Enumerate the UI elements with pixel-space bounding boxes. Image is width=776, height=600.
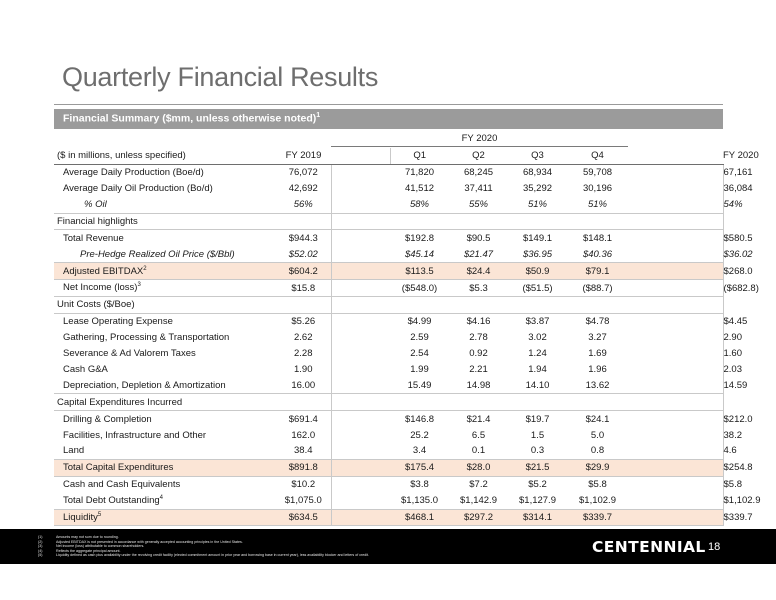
table-cell bbox=[449, 297, 508, 314]
table-row: Drilling & Completion $691.4 $146.8 $21.4 $19.7 $24.1 $212.0 bbox=[54, 411, 723, 427]
row-label bbox=[54, 181, 276, 197]
spacer-cell bbox=[331, 181, 390, 197]
table-cell: 68,934 bbox=[522, 167, 553, 179]
table-cell: $24.4 bbox=[449, 263, 508, 280]
table-cell bbox=[390, 213, 449, 230]
title-rule bbox=[54, 104, 723, 105]
table-cell: 1.96 bbox=[588, 364, 607, 376]
table-cell: $113.5 bbox=[390, 263, 449, 280]
table-cell: 0.92 bbox=[469, 348, 488, 360]
row-label bbox=[54, 346, 276, 362]
table-cell: 71,820 bbox=[404, 167, 435, 179]
table-cell: $52.02 bbox=[288, 248, 318, 260]
spacer-cell bbox=[628, 493, 723, 509]
column-header: Q1 bbox=[390, 148, 449, 164]
table-cell: $149.1 bbox=[522, 232, 553, 244]
row-label-text: Severance & Ad Valorem Taxes bbox=[63, 348, 196, 360]
spacer-cell bbox=[331, 297, 390, 314]
row-label bbox=[54, 493, 276, 509]
table-cell bbox=[567, 297, 628, 314]
table-cell bbox=[449, 213, 508, 230]
table-row: % Oil 56% 58% 55% 51% 51% 54% bbox=[54, 197, 723, 213]
table-cell: $45.14 bbox=[404, 248, 435, 260]
row-note: 2 bbox=[143, 265, 147, 272]
row-label bbox=[54, 476, 276, 492]
spacer-cell bbox=[331, 330, 390, 346]
spacer-cell bbox=[331, 164, 390, 180]
table-cell: ($548.0) bbox=[401, 282, 438, 294]
table-row: Liquidity$^5$ $634.5 $468.1 $297.2 $314.1 $339.7 $339.7 bbox=[54, 509, 723, 526]
row-label bbox=[54, 197, 276, 213]
table-cell: $891.8 bbox=[276, 459, 331, 476]
row-label-text: Facilities, Infrastructure and Other bbox=[63, 429, 207, 441]
column-header: Q2 bbox=[449, 148, 508, 164]
row-label-text: Drilling & Completion bbox=[63, 413, 152, 425]
table-cell: $314.1 bbox=[508, 509, 567, 526]
table-cell: $192.8 bbox=[404, 232, 435, 244]
summary-bar-note: 1 bbox=[316, 112, 321, 119]
footnote-number: (1) bbox=[38, 535, 43, 539]
table-cell: ($51.5) bbox=[522, 282, 553, 294]
row-label bbox=[54, 330, 276, 346]
row-label-text: Cash and Cash Equivalents bbox=[63, 479, 181, 491]
table-cell: 1.24 bbox=[528, 348, 547, 360]
row-label bbox=[54, 263, 276, 280]
table-cell: 37,411 bbox=[464, 183, 493, 195]
table-cell: $604.2 bbox=[276, 263, 331, 280]
table-cell: $1,135.0 bbox=[401, 495, 438, 507]
table-cell: 14.98 bbox=[466, 379, 491, 391]
table-cell: $468.1 bbox=[390, 509, 449, 526]
table-cell: $4.16 bbox=[466, 316, 491, 328]
table-row: Pre-Hedge Realized Oil Price ($/Bbl) $52.02 $45.14 $21.47 $36.95 $40.36 $36.02 bbox=[54, 246, 723, 262]
spacer-cell bbox=[331, 427, 390, 443]
row-label-text: Lease Operating Expense bbox=[63, 316, 173, 328]
table-cell: 58% bbox=[409, 199, 429, 211]
table-cell: $175.4 bbox=[390, 459, 449, 476]
table-cell: $28.0 bbox=[449, 459, 508, 476]
table-cell: 2.78 bbox=[469, 332, 488, 344]
table-row: Net Income (loss)$^3$ $15.8 ($548.0) $5.3 ($51.5) ($88.7) ($682.8) bbox=[54, 280, 723, 297]
table-cell: $1,102.9 bbox=[579, 495, 616, 507]
spacer-cell bbox=[331, 313, 390, 329]
spacer-cell bbox=[331, 493, 390, 509]
table-cell: $148.1 bbox=[582, 232, 613, 244]
table-cell: 2.59 bbox=[410, 332, 429, 344]
page-number: 18 bbox=[708, 541, 721, 553]
row-label bbox=[54, 411, 276, 427]
table-cell bbox=[276, 213, 331, 230]
table-row: Total Revenue $944.3 $192.8 $90.5 $149.1 $148.1 $580.5 bbox=[54, 230, 723, 246]
table-cell bbox=[276, 394, 331, 411]
table-row: Total Debt Outstanding$^4$ $1,075.0 $1,135.0 $1,142.9 $1,127.9 $1,102.9 $1,102.9 bbox=[54, 493, 723, 509]
column-header: Q3 bbox=[508, 148, 567, 164]
table-row: Land 38.4 3.4 0.1 0.3 0.8 4.6 bbox=[54, 443, 723, 459]
spacer-cell bbox=[628, 197, 723, 213]
spacer-cell bbox=[331, 346, 390, 362]
table-row: Average Daily Oil Production (Bo/d) 42,692 41,512 37,411 35,292 30,196 36,084 bbox=[54, 181, 723, 197]
table-cell: $1,127.9 bbox=[519, 495, 556, 507]
spacer-cell bbox=[628, 213, 723, 230]
table-cell: $40.36 bbox=[582, 248, 613, 260]
row-label-text: % Oil bbox=[84, 199, 107, 211]
row-label bbox=[54, 164, 276, 180]
table-cell: 15.49 bbox=[407, 379, 432, 391]
spacer-cell bbox=[628, 377, 723, 393]
row-label bbox=[54, 362, 276, 378]
spacer-cell bbox=[628, 313, 723, 329]
spacer-cell bbox=[628, 427, 723, 443]
row-note: 3 bbox=[137, 282, 141, 289]
table-row: Lease Operating Expense $5.26 $4.99 $4.16 $3.87 $4.78 $4.45 bbox=[54, 313, 723, 329]
row-label bbox=[54, 443, 276, 459]
table-cell bbox=[276, 297, 331, 314]
table-cell: 76,072 bbox=[288, 167, 318, 179]
financial-summary-table bbox=[54, 148, 761, 526]
row-label bbox=[54, 427, 276, 443]
table-cell: 6.5 bbox=[471, 429, 486, 441]
spacer-cell bbox=[331, 459, 390, 476]
row-label bbox=[54, 230, 276, 246]
centennial-logo: CENTENNIAL bbox=[592, 538, 706, 556]
table-cell: $7.2 bbox=[469, 479, 488, 491]
table-cell: $50.9 bbox=[508, 263, 567, 280]
row-label-text: Land bbox=[63, 445, 85, 457]
row-label bbox=[54, 246, 276, 262]
spacer-cell bbox=[628, 509, 723, 526]
spacer-cell bbox=[331, 394, 390, 411]
spacer-cell bbox=[628, 411, 723, 427]
table-cell: 56% bbox=[293, 199, 313, 211]
table-cell: $5.2 bbox=[528, 479, 547, 491]
table-cell: 35,292 bbox=[522, 183, 553, 195]
table-row: Gathering, Processing & Transportation 2.62 2.59 2.78 3.02 3.27 2.90 bbox=[54, 330, 723, 346]
spacer-cell bbox=[628, 476, 723, 492]
table-row: Cash G&A 1.90 1.99 2.21 1.94 1.96 2.03 bbox=[54, 362, 723, 378]
table-cell: $5.8 bbox=[588, 479, 607, 491]
row-label-text: Gathering, Processing & Transportation bbox=[63, 332, 230, 344]
row-label bbox=[54, 509, 276, 526]
table-cell: $4.99 bbox=[407, 316, 432, 328]
spacer-cell bbox=[331, 213, 390, 230]
spacer-cell bbox=[331, 246, 390, 262]
row-label-text: Depreciation, Depletion & Amortization bbox=[63, 379, 226, 391]
table-cell: 0.8 bbox=[590, 445, 605, 457]
spacer-cell bbox=[628, 459, 723, 476]
table-row bbox=[54, 213, 723, 230]
row-label-text: Unit Costs ($/Boe) bbox=[57, 299, 135, 311]
row-label-text: Adjusted EBITDAX bbox=[63, 265, 144, 277]
spacer-cell bbox=[628, 230, 723, 246]
spacer-cell bbox=[331, 411, 390, 427]
spacer-cell bbox=[628, 148, 723, 164]
table-cell: 13.62 bbox=[585, 379, 610, 391]
footnote-text: Amounts may not sum due to rounding. bbox=[56, 535, 119, 539]
table-cell bbox=[508, 297, 567, 314]
row-label bbox=[54, 459, 276, 476]
page-title: Quarterly Financial Results bbox=[62, 62, 379, 92]
fy2020-group-rule bbox=[331, 146, 628, 147]
table-cell: 0.1 bbox=[471, 445, 486, 457]
row-label-text: Financial highlights bbox=[57, 216, 138, 227]
row-label bbox=[54, 313, 276, 329]
table-cell: $21.47 bbox=[463, 248, 494, 260]
table-cell: 68,245 bbox=[463, 167, 494, 179]
table-cell: 59,708 bbox=[582, 167, 613, 179]
spacer-cell bbox=[331, 230, 390, 246]
table-cell: $4.78 bbox=[585, 316, 610, 328]
table-cell: 2.62 bbox=[294, 332, 313, 344]
table-cell: 2.54 bbox=[410, 348, 429, 360]
table-row: Total Capital Expenditures $891.8 $175.4 $28.0 $21.5 $29.9 $254.8 bbox=[54, 459, 723, 476]
summary-bar bbox=[54, 109, 723, 129]
row-label-text: Total Revenue bbox=[63, 232, 124, 244]
row-label-text: Liquidity bbox=[63, 512, 98, 524]
table-cell: 51% bbox=[527, 199, 547, 211]
row-label bbox=[54, 280, 276, 297]
row-label bbox=[54, 213, 276, 230]
table-cell: $5.26 bbox=[291, 316, 316, 328]
spacer-cell bbox=[331, 148, 390, 164]
table-row bbox=[54, 394, 723, 411]
table-row: Cash and Cash Equivalents $10.2 $3.8 $7.2 $5.2 $5.8 $5.8 bbox=[54, 476, 723, 492]
row-label-text: Cash G&A bbox=[63, 364, 108, 376]
table-row: Facilities, Infrastructure and Other 162.0 25.2 6.5 1.5 5.0 38.2 bbox=[54, 427, 723, 443]
table-row: Adjusted EBITDAX$^2$ $604.2 $113.5 $24.4 $50.9 $79.1 $268.0 bbox=[54, 263, 723, 280]
table-cell: $634.5 bbox=[276, 509, 331, 526]
table-cell: $3.8 bbox=[410, 479, 429, 491]
table-cell bbox=[508, 394, 567, 411]
footnote-number: (5) bbox=[38, 553, 43, 558]
table-cell: $297.2 bbox=[449, 509, 508, 526]
table-cell: $19.7 bbox=[525, 413, 550, 425]
summary-bar-label: Financial Summary ($mm, unless otherwise noted) bbox=[63, 112, 317, 125]
table-cell: 1.99 bbox=[410, 364, 429, 376]
table-cell: 1.69 bbox=[588, 348, 607, 360]
column-header-label: ($ in millions, unless specified) bbox=[54, 148, 276, 164]
table-cell: 41,512 bbox=[404, 183, 435, 195]
table-cell: $21.4 bbox=[466, 413, 491, 425]
column-header: Q4 bbox=[567, 148, 628, 164]
row-label-text: Total Debt Outstanding bbox=[63, 495, 160, 507]
row-label bbox=[54, 394, 276, 411]
table-cell: 3.27 bbox=[588, 332, 607, 344]
spacer-cell bbox=[628, 443, 723, 459]
spacer-cell bbox=[628, 346, 723, 362]
table-row bbox=[54, 297, 723, 314]
table-cell: 2.28 bbox=[294, 348, 313, 360]
spacer-cell bbox=[628, 280, 723, 297]
table-cell: 1.90 bbox=[294, 364, 313, 376]
table-cell: 1.94 bbox=[528, 364, 547, 376]
table-cell: 162.0 bbox=[291, 429, 316, 441]
spacer-cell bbox=[331, 280, 390, 297]
footnote-text: Net income (loss) attributable to common shareholders. bbox=[56, 544, 145, 549]
table-cell: $691.4 bbox=[288, 413, 318, 425]
spacer-cell bbox=[331, 377, 390, 393]
spacer-cell bbox=[331, 197, 390, 213]
table-cell: $29.9 bbox=[567, 459, 628, 476]
table-cell: 2.21 bbox=[469, 364, 488, 376]
table-cell: 3.4 bbox=[412, 445, 427, 457]
table-cell: 3.02 bbox=[528, 332, 547, 344]
table-cell: $90.5 bbox=[466, 232, 491, 244]
table-cell: 30,196 bbox=[582, 183, 613, 195]
footnote-number: (2) bbox=[38, 539, 43, 544]
footnote-text: Adjusted EBITDAX is not presented in accordance with generally accepted accounting principles in the United States. bbox=[56, 539, 243, 544]
spacer-cell bbox=[331, 263, 390, 280]
spacer-cell bbox=[628, 394, 723, 411]
table-row: Average Daily Production (Boe/d) 76,072 71,820 68,245 68,934 59,708 67,161 bbox=[54, 164, 723, 180]
table-cell: 0.3 bbox=[530, 445, 545, 457]
footnote-text: Reflects the aggregate principal amount. bbox=[56, 548, 121, 553]
table-cell: 51% bbox=[587, 199, 607, 211]
table-cell: $146.8 bbox=[404, 413, 435, 425]
footnote-number: (4) bbox=[38, 548, 43, 553]
table-cell: $10.2 bbox=[291, 479, 316, 491]
row-label-text: Pre-Hedge Realized Oil Price ($/Bbl) bbox=[80, 248, 235, 260]
table-cell: $36.95 bbox=[522, 248, 553, 260]
row-label-text: Net Income (loss) bbox=[63, 282, 138, 294]
row-label bbox=[54, 297, 276, 314]
table-cell: $3.87 bbox=[525, 316, 550, 328]
table-cell: $5.3 bbox=[469, 282, 488, 294]
table-cell bbox=[449, 394, 508, 411]
table-cell: 25.2 bbox=[410, 429, 429, 441]
table-cell: 38.4 bbox=[294, 445, 313, 457]
table-cell bbox=[390, 394, 449, 411]
table-cell: 5.0 bbox=[590, 429, 605, 441]
spacer-cell bbox=[331, 509, 390, 526]
row-label bbox=[54, 377, 276, 393]
table-row: Severance & Ad Valorem Taxes 2.28 2.54 0.92 1.24 1.69 1.60 bbox=[54, 346, 723, 362]
table-cell: $79.1 bbox=[567, 263, 628, 280]
footnote-line bbox=[38, 553, 369, 558]
spacer-cell bbox=[628, 164, 723, 180]
table-cell: $15.8 bbox=[291, 282, 316, 294]
table-cell bbox=[508, 213, 567, 230]
table-cell: $1,142.9 bbox=[460, 495, 497, 507]
row-note: 4 bbox=[159, 495, 163, 502]
fy2020-group-header: FY 2020 bbox=[461, 133, 498, 144]
column-header: FY 2019 bbox=[276, 148, 331, 164]
spacer-cell bbox=[628, 362, 723, 378]
table-cell: 16.00 bbox=[291, 379, 316, 391]
table-cell: 42,692 bbox=[288, 183, 318, 195]
table-cell: ($88.7) bbox=[582, 282, 613, 294]
footnotes bbox=[38, 535, 369, 558]
table-cell: 14.10 bbox=[525, 379, 550, 391]
row-label-text: Average Daily Oil Production (Bo/d) bbox=[63, 183, 213, 195]
table-cell: $944.3 bbox=[288, 232, 318, 244]
table-cell bbox=[390, 297, 449, 314]
table-cell: $21.5 bbox=[508, 459, 567, 476]
table-cell bbox=[567, 213, 628, 230]
spacer-cell bbox=[628, 297, 723, 314]
row-label-text: Capital Expenditures Incurred bbox=[57, 396, 183, 408]
row-label-text: Average Daily Production (Boe/d) bbox=[63, 167, 204, 179]
table-header-row: ($ in millions, unless specified) FY 2019 Q1 Q2 Q3 Q4 FY 2020 bbox=[54, 148, 723, 164]
table-cell: 55% bbox=[468, 199, 488, 211]
footnote-text: Liquidity defined as cash plus availability under the revolving credit facility (elected commitment amount in prior year and borrowing base in current year), less availability blocker and letters of credit. bbox=[56, 553, 370, 558]
table-row: Depreciation, Depletion & Amortization 16.00 15.49 14.98 14.10 13.62 14.59 bbox=[54, 377, 723, 393]
table-cell: $24.1 bbox=[585, 413, 610, 425]
row-label-text: Total Capital Expenditures bbox=[63, 462, 174, 474]
summary-bar-title bbox=[63, 112, 320, 125]
spacer-cell bbox=[628, 330, 723, 346]
table-cell: $1,075.0 bbox=[284, 495, 322, 507]
footnote-number: (3) bbox=[38, 544, 43, 549]
spacer-cell bbox=[628, 246, 723, 262]
spacer-cell bbox=[628, 263, 723, 280]
table-cell: 1.5 bbox=[530, 429, 545, 441]
spacer-cell bbox=[628, 181, 723, 197]
spacer-cell bbox=[331, 362, 390, 378]
spacer-cell bbox=[331, 443, 390, 459]
row-note: 5 bbox=[97, 511, 102, 518]
table-cell: $339.7 bbox=[567, 509, 628, 526]
spacer-cell bbox=[331, 476, 390, 492]
table-cell bbox=[567, 394, 628, 411]
